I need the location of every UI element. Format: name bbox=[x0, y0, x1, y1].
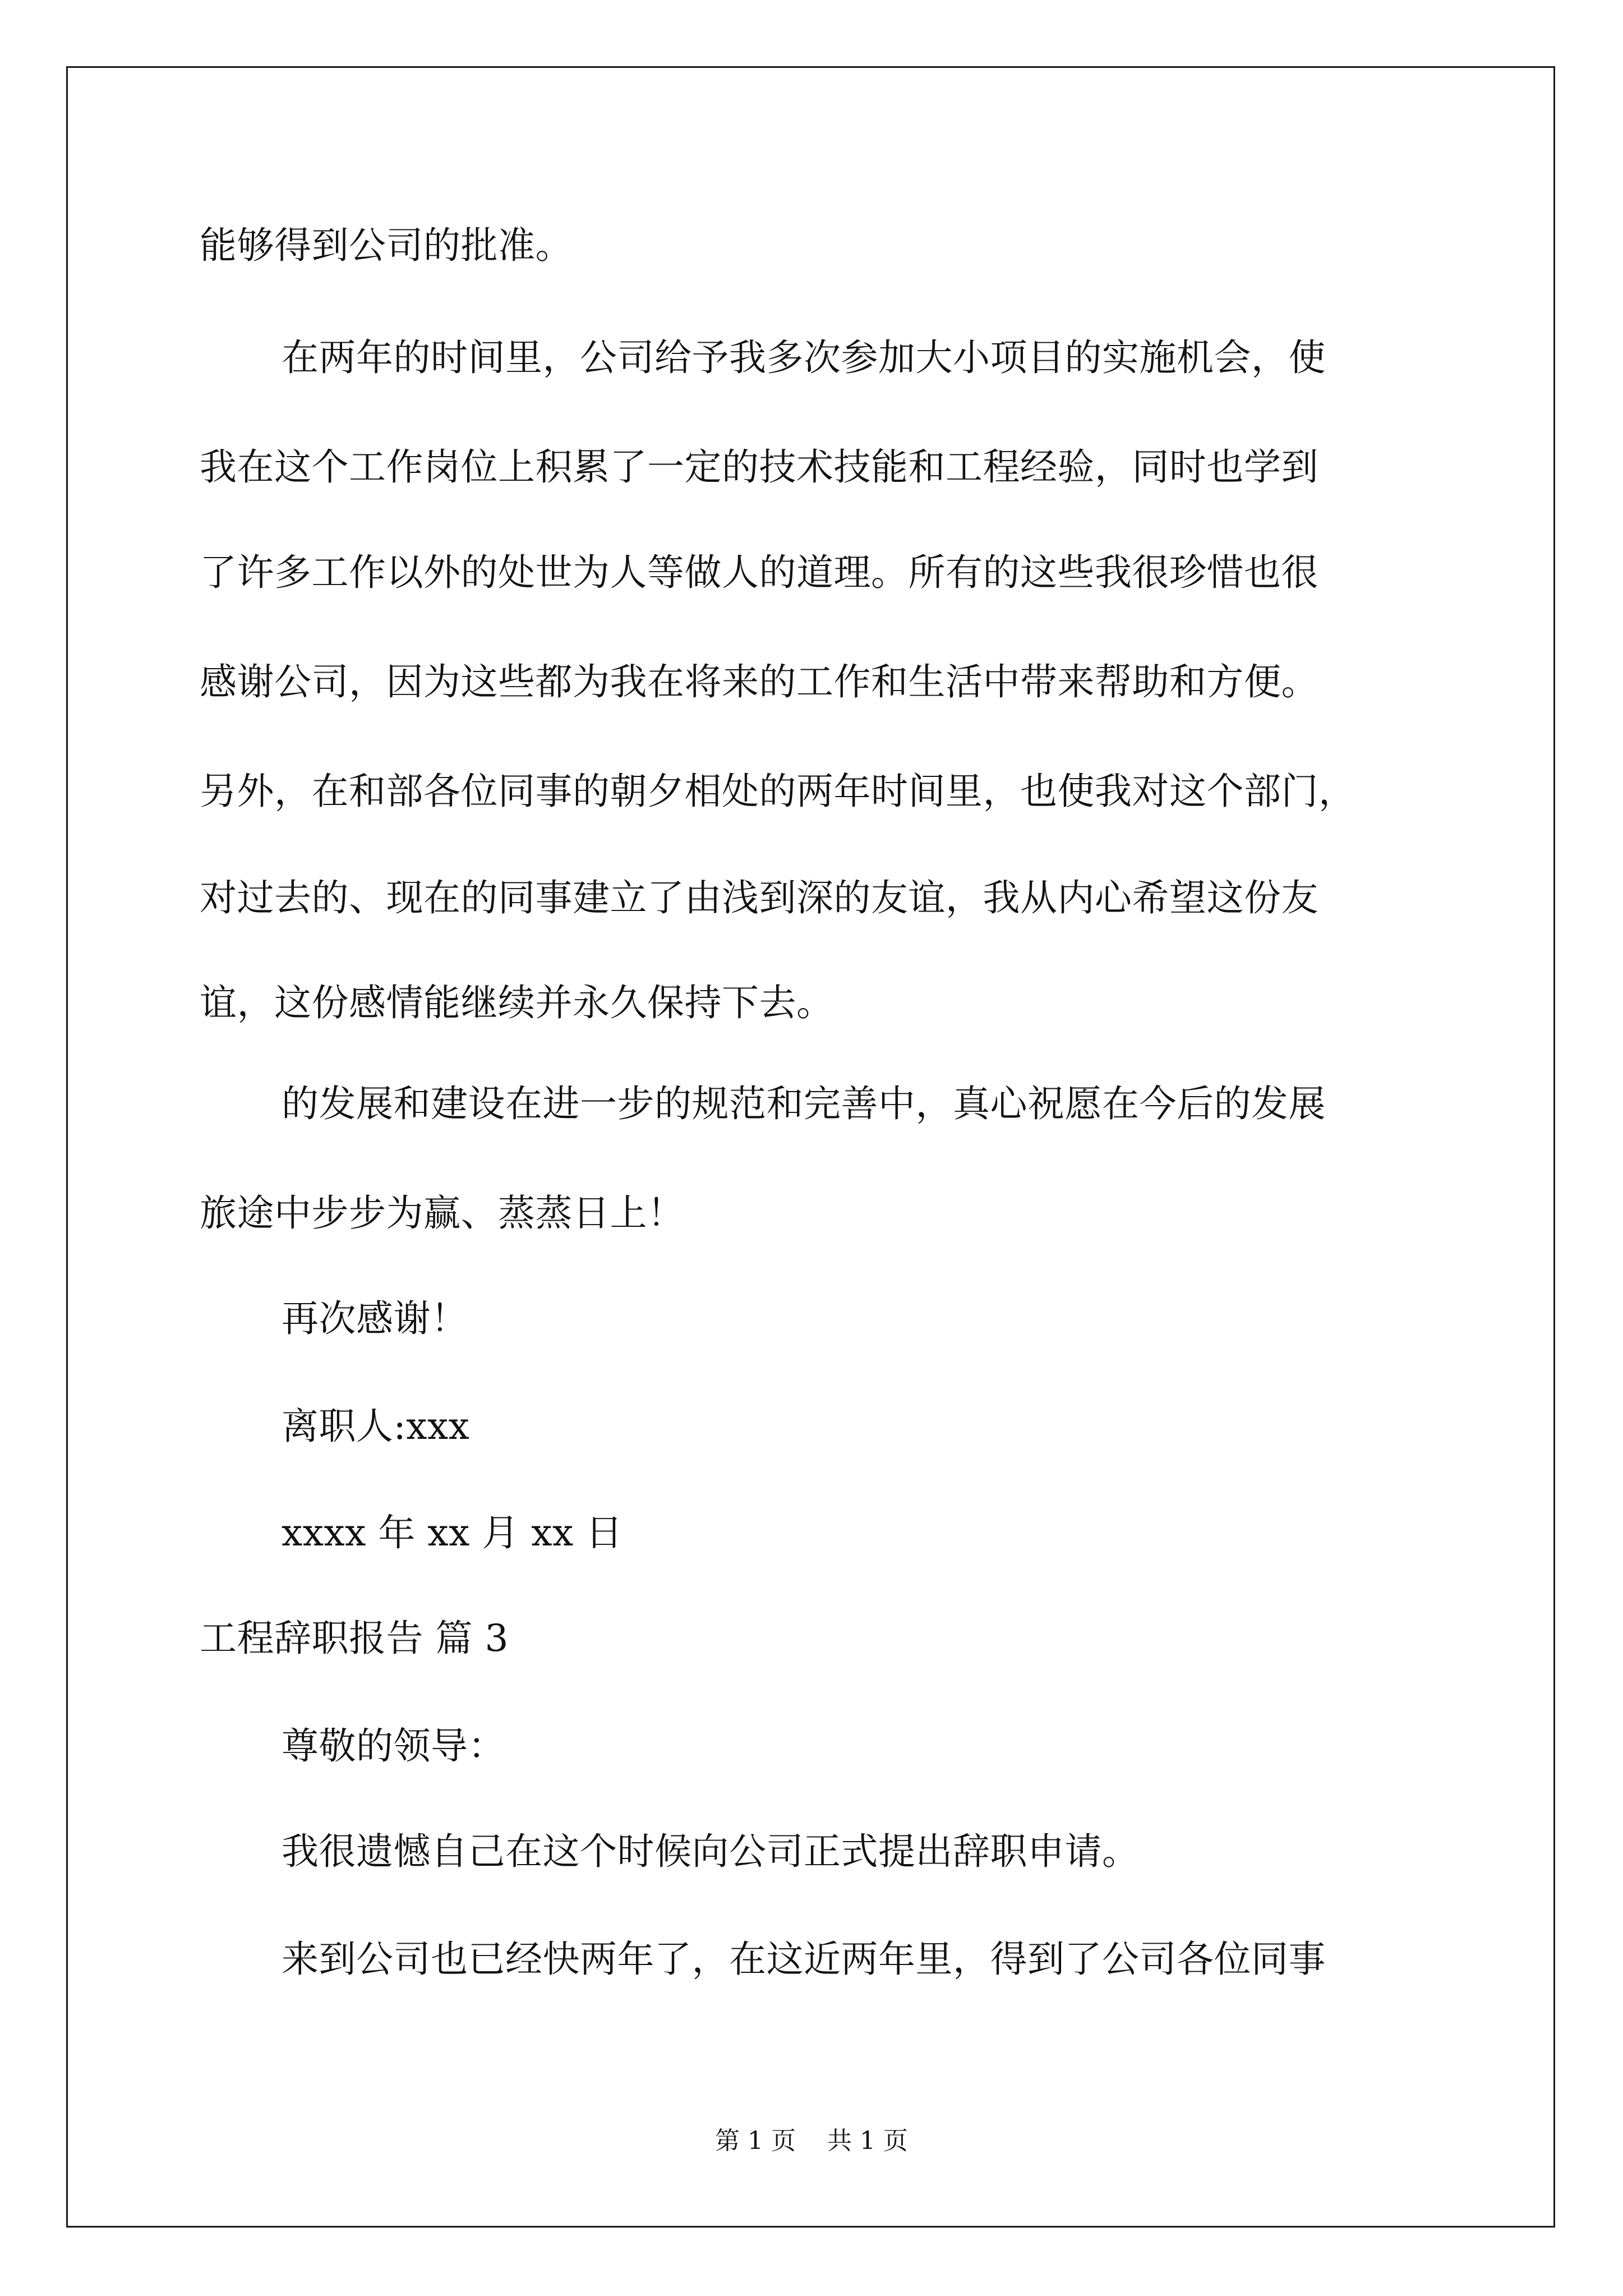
text-line: 能够得到公司的批准。 bbox=[200, 224, 573, 267]
section-heading: 工程辞职报告 篇 3 bbox=[200, 1617, 509, 1660]
page-footer: 第 1 页 共 1 页 bbox=[715, 2127, 908, 2155]
text-line: 了许多工作以外的处世为人等做人的道理。所有的这些我很珍惜也很 bbox=[200, 551, 1318, 594]
text-line: 我在这个工作岗位上积累了一定的技术技能和工程经验，同时也学到 bbox=[200, 445, 1318, 489]
text-line: 旅途中步步为赢、蒸蒸日上！ bbox=[200, 1191, 685, 1235]
text-line: 再次感谢！ bbox=[282, 1297, 468, 1340]
text-line: 的发展和建设在进一步的规范和完善中，真心祝愿在今后的发展 bbox=[282, 1082, 1326, 1125]
text-line: 在两年的时间里，公司给予我多次参加大小项目的实施机会，使 bbox=[282, 336, 1326, 379]
text-line: 感谢公司，因为这些都为我在将来的工作和生活中带来帮助和方便。 bbox=[200, 660, 1318, 703]
text-line: 对过去的、现在的同事建立了由浅到深的友谊，我从内心希望这份友 bbox=[200, 876, 1318, 919]
text-line: 我很遗憾自己在这个时候向公司正式提出辞职申请。 bbox=[282, 1830, 1140, 1873]
page-border bbox=[66, 66, 1555, 2228]
text-line: 谊，这份感情能继续并永久保持下去。 bbox=[200, 981, 834, 1024]
text-line: 另外，在和部各位同事的朝夕相处的两年时间里，也使我对这个部门， bbox=[200, 770, 1356, 813]
text-line: xxxx 年 xx 月 xx 日 bbox=[282, 1511, 623, 1554]
salutation: 尊敬的领导： bbox=[282, 1724, 505, 1768]
text-line: 离职人:xxx bbox=[282, 1405, 470, 1448]
text-line: 来到公司也已经快两年了，在这近两年里，得到了公司各位同事 bbox=[282, 1938, 1326, 1981]
